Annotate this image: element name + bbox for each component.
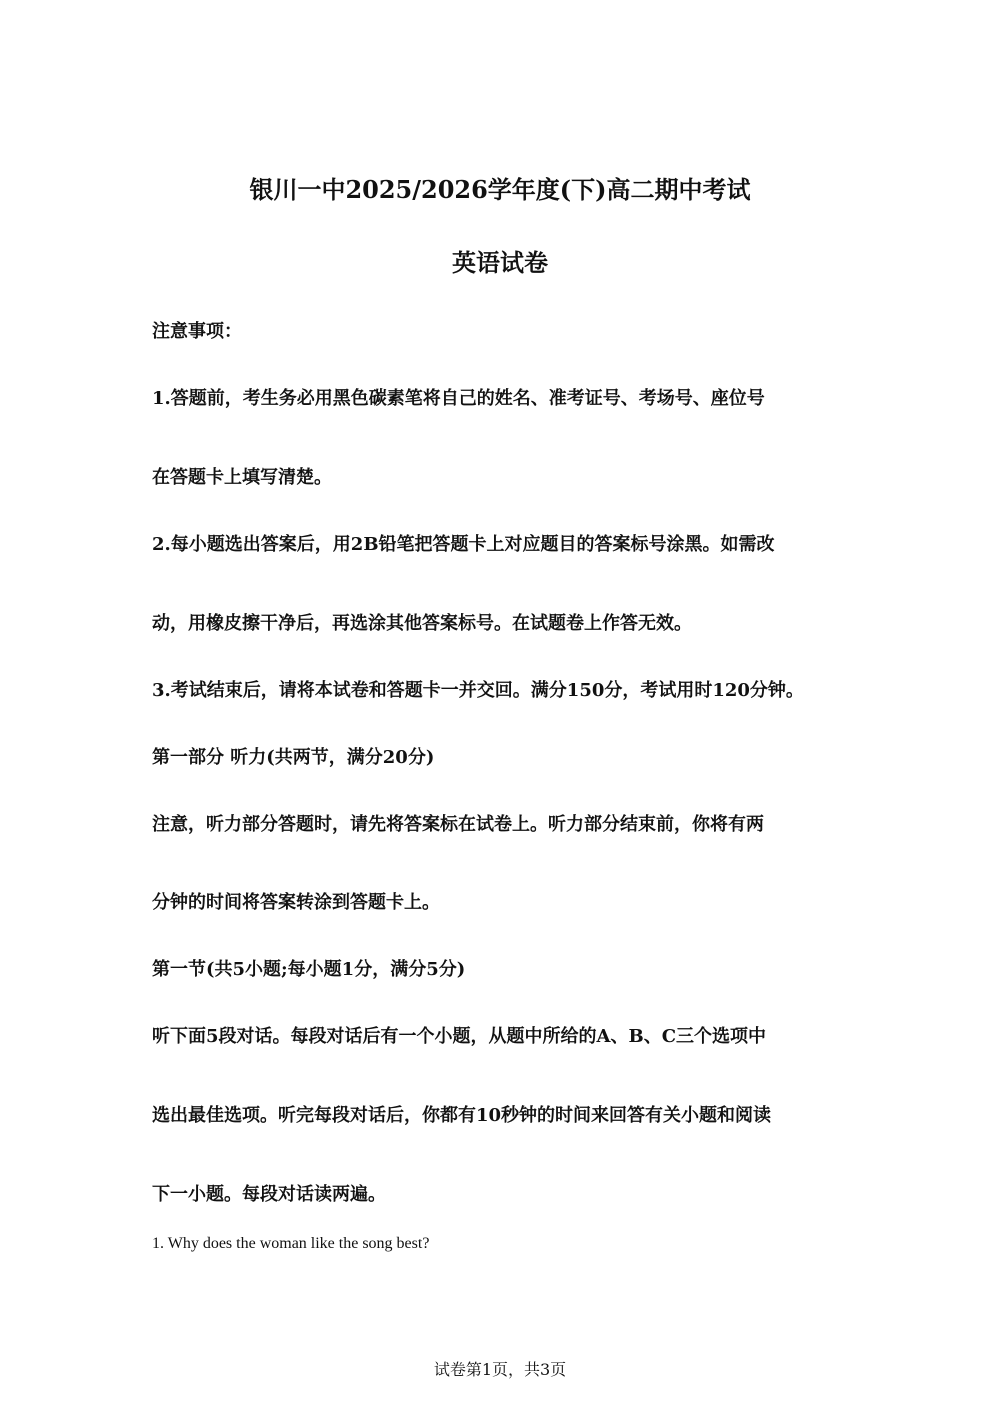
notice-item-3: 3.考试结束后，请将本试卷和答题卡一并交回。满分150分，考试用时120分钟。 [152,680,804,701]
section1-instruction-line-1: 听下面5段对话。每段对话后有一个小题，从题中所给的A、B、C三个选项中 [152,1026,767,1047]
part1-heading: 第一部分 听力(共两节，满分20分) [152,747,435,768]
page-footer: 试卷第1页，共3页 [433,1360,567,1379]
exam-subtitle: 英语试卷 [452,248,548,277]
section1-instruction-line-3: 下一小题。每段对话读两遍。 [152,1184,386,1205]
part1-note-line-2: 分钟的时间将答案转涂到答题卡上。 [152,892,440,913]
notice-heading: 注意事项： [152,321,242,342]
part1-note-line-1: 注意，听力部分答题时，请先将答案标在试卷上。听力部分结束前，你将有两 [152,814,764,835]
section1-heading: 第一节(共5小题;每小题1分，满分5分) [152,959,466,980]
exam-title: 银川一中2025/2026学年度(下)高二期中考试 [249,175,751,204]
section1-instruction-line-2: 选出最佳选项。听完每段对话后，你都有10秒钟的时间来回答有关小题和阅读 [152,1105,772,1126]
notice-item-1-line-2: 在答题卡上填写清楚。 [152,467,332,488]
notice-item-1-line-1: 1.答题前，考生务必用黑色碳素笔将自己的姓名、准考证号、考场号、座位号 [152,388,765,409]
notice-item-2-line-1: 2.每小题选出答案后，用2B铅笔把答题卡上对应题目的答案标号涂黑。如需改 [152,534,775,555]
question-1: 1. Why does the woman like the song best? [152,1235,430,1252]
notice-item-2-line-2: 动，用橡皮擦干净后，再选涂其他答案标号。在试题卷上作答无效。 [152,613,692,634]
